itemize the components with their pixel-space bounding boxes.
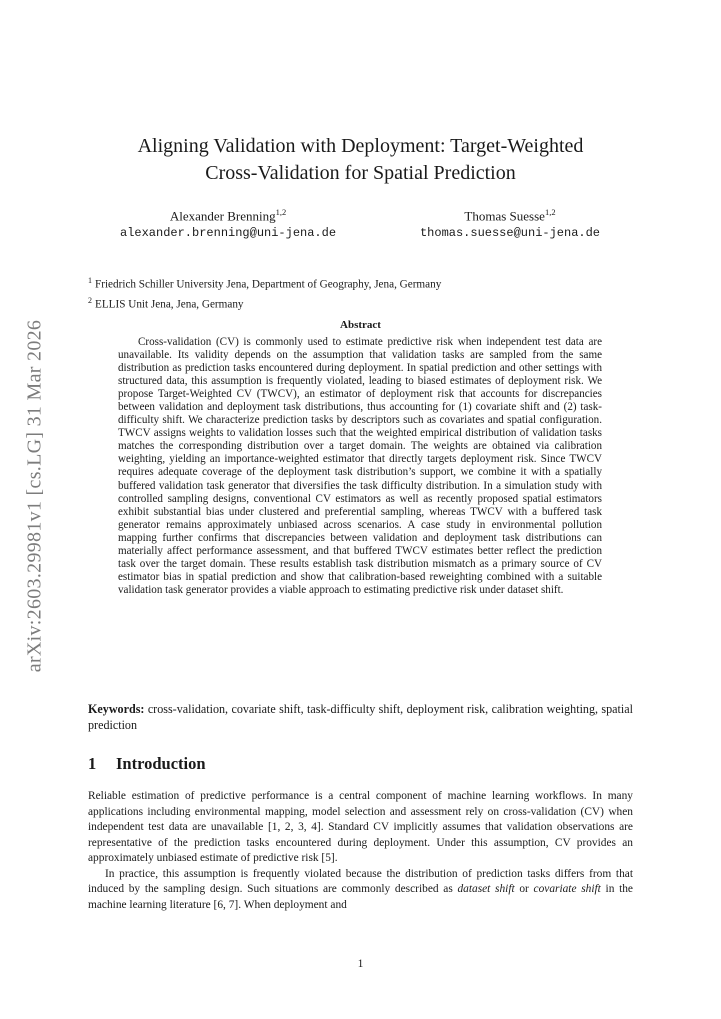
section-heading-introduction — [88, 754, 206, 774]
keywords — [88, 701, 633, 733]
arxiv-identifier-text: arXiv:2603.29981v1 [cs.LG] 31 Mar 2026 — [23, 319, 46, 673]
keywords-label: Keywords: — [88, 702, 145, 716]
term-covariate-shift: covariate shift — [533, 883, 601, 896]
section-title: Introduction — [116, 754, 206, 773]
author-1-email[interactable]: alexander.brenning@uni-jena.de — [120, 226, 337, 241]
keywords-text: cross-validation, covariate shift, task-difficulty shift, deployment risk, calibration weighting, spatial prediction — [88, 702, 633, 732]
author-1-name: Alexander Brenning — [169, 208, 276, 224]
author-1 — [120, 203, 336, 242]
term-dataset-shift: dataset shift — [457, 883, 515, 896]
abstract-text: Cross-validation (CV) is commonly used to estimate predictive risk when independent test data are unavailable. Its validity depends on the assumption that validation tasks are sampled from the same distribution as prediction tasks encountered during deployment. In spatial prediction and other settings with structured data, this assumption is frequently violated, leading to biased estimates of deployment risk. We propose Target-Weighted CV (TWCV), an estimator of deployment risk that accounts for discrepancies between validation and deployment task distributions, thus accounting for (1) covariate shift and (2) task-difficulty shift. We characterize prediction tasks by descriptors such as covariates and spatial configuration. TWCV assigns weights to validation losses such that the weighted empirical distribution of validation tasks matches the corresponding distribution over a target domain. The weights are obtained via calibration weighting, yielding an importance-weighted estimator that directly targets deployment risk. Since TWCV requires adequate coverage of the deployment task distribution’s support, we combine it with a spatially buffered validation task generator that diversifies the task difficulty distribution. In a simulation study with controlled sampling designs, conventional CV estimators as well as recently proposed spatial estimators exhibit substantial bias under clustered and preferential sampling, whereas TWCV with a buffered task generator remains approximately unbiased across scenarios. A case study in environmental pollution mapping further confirms that discrepancies between validation and deployment task distributions can materially affect performance assessment, and that buffered TWCV estimates better reflect the prediction task over the target domain. These results establish task distribution mismatch as a primary source of CV estimator bias in spatial prediction and show that calibration-based reweighting combined with a suitable validation task generator provides a viable approach to estimating predictive risk under dataset shift. — [118, 336, 602, 596]
author-1-affil: 1,2 — [275, 207, 287, 217]
intro-paragraph-1: Reliable estimation of predictive performance is a central component of machine learning workflows. In many applications including environmental mapping, model selection and assessment rely on cross-validation (CV) when independent test data are unavailable [1, 2, 3, 4]. Standard CV implicitly assumes that validation observations are representative of the prediction tasks encountered during deployment. Under this assumption, CV provides an approximately unbiased estimate of predictive risk [5]. — [88, 790, 633, 865]
paper-title — [88, 133, 633, 187]
intro-paragraph-2: In practice, this assumption is frequently violated because the distribution of prediction tasks differs from that induced by the sampling design. Such situations are commonly described as dataset shift or covariate shift in the machine learning literature [6, 7]. When deployment and — [88, 867, 633, 911]
paper-title-line-1: Aligning Validation with Deployment: Target-Weighted — [137, 135, 584, 157]
affiliation-2: $^2$ ELLIS Unit Jena, Jena, Germany — [88, 296, 244, 311]
author-2-name: Thomas Suesse — [464, 208, 545, 224]
page-number: 1 — [357, 958, 364, 970]
abstract-heading: Abstract — [340, 319, 381, 331]
paper-title-line-2: Cross-Validation for Spatial Prediction — [205, 162, 516, 184]
affiliations — [88, 273, 441, 313]
arxiv-identifier — [22, 296, 48, 696]
author-block — [120, 203, 600, 242]
introduction-body — [88, 789, 633, 913]
author-2 — [420, 203, 600, 242]
section-number: 1 — [88, 754, 97, 773]
affiliation-1: $^1$ Friedrich Schiller University Jena, Department of Geography, Jena, Germany — [88, 276, 442, 291]
author-2-email[interactable]: thomas.suesse@uni-jena.de — [419, 226, 600, 241]
author-2-affil: 1,2 — [544, 207, 556, 217]
